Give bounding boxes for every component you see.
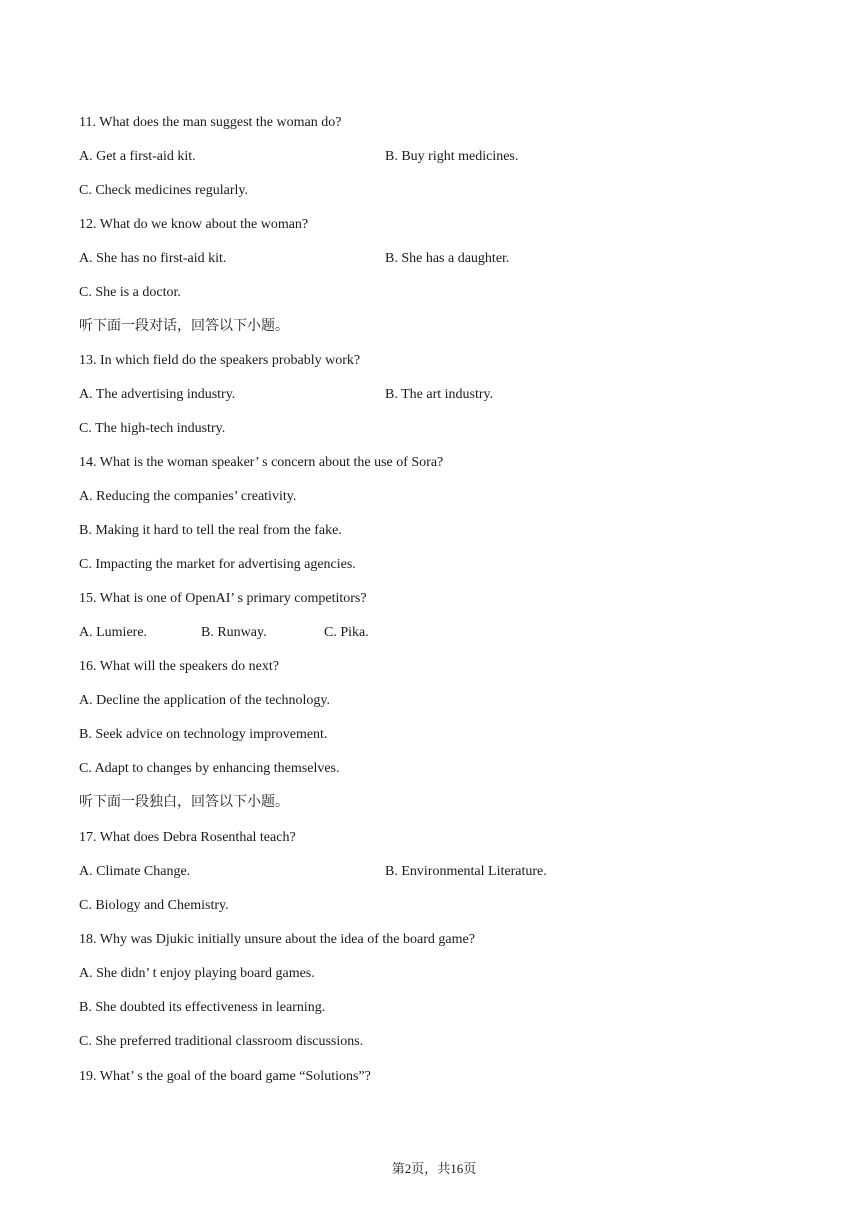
q14-stem: 14. What is the woman speaker’ s concern about the use of Sora? [79, 455, 444, 470]
q14-option-c[interactable]: C. Impacting the market for advertising agencies. [79, 557, 356, 572]
section-instruction-monologue: 听下面一段独白，回答以下小题。 [79, 795, 289, 810]
q16-option-c[interactable]: C. Adapt to changes by enhancing themselves. [79, 761, 340, 776]
q13-option-a[interactable]: A. The advertising industry. [79, 387, 236, 402]
q11-option-b[interactable]: B. Buy right medicines. [385, 149, 519, 164]
q14-option-b[interactable]: B. Making it hard to tell the real from the fake. [79, 523, 342, 538]
q15-option-a[interactable]: A. Lumiere. [79, 625, 148, 640]
q11-options-row [79, 147, 196, 167]
q15-option-c[interactable]: C. Pika. [324, 625, 369, 640]
q16-stem: 16. What will the speakers do next? [79, 659, 279, 674]
q17-option-c[interactable]: C. Biology and Chemistry. [79, 898, 229, 913]
q17-option-b[interactable]: B. Environmental Literature. [385, 864, 547, 879]
q17-option-a[interactable]: A. Climate Change. [79, 864, 191, 879]
q19-stem: 19. What’ s the goal of the board game “Solutions”? [79, 1069, 371, 1084]
q16-option-a[interactable]: A. Decline the application of the technology. [79, 693, 331, 708]
page-footer: 第2页，共16页 [391, 1161, 477, 1176]
q16-option-b[interactable]: B. Seek advice on technology improvement. [79, 727, 328, 742]
q18-option-c[interactable]: C. She preferred traditional classroom discussions. [79, 1034, 364, 1049]
q11-option-a[interactable]: A. Get a first-aid kit. [79, 149, 196, 164]
q12-option-a[interactable]: A. She has no first-aid kit. [79, 251, 227, 266]
q18-option-b[interactable]: B. She doubted its effectiveness in learning. [79, 1000, 326, 1015]
q13-option-b[interactable]: B. The art industry. [385, 387, 494, 402]
q14-option-a[interactable]: A. Reducing the companies’ creativity. [79, 489, 297, 504]
q15-option-b[interactable]: B. Runway. [201, 625, 267, 640]
q18-option-a[interactable]: A. She didn’ t enjoy playing board games. [79, 966, 315, 981]
q15-stem: 15. What is one of OpenAI’ s primary competitors? [79, 591, 367, 606]
q18-stem: 18. Why was Djukic initially unsure about the idea of the board game? [79, 932, 475, 947]
section-instruction-dialogue: 听下面一段对话，回答以下小题。 [79, 319, 289, 334]
q12-stem: 12. What do we know about the woman? [79, 217, 309, 232]
q12-option-b[interactable]: B. She has a daughter. [385, 251, 510, 266]
q17-stem: 17. What does Debra Rosenthal teach? [79, 830, 296, 845]
q11-stem: 11. What does the man suggest the woman do? [79, 115, 342, 130]
q11-option-c[interactable]: C. Check medicines regularly. [79, 183, 248, 198]
q13-stem: 13. In which field do the speakers probably work? [79, 353, 361, 368]
q12-option-c[interactable]: C. She is a doctor. [79, 285, 181, 300]
q13-option-c[interactable]: C. The high-tech industry. [79, 421, 226, 436]
